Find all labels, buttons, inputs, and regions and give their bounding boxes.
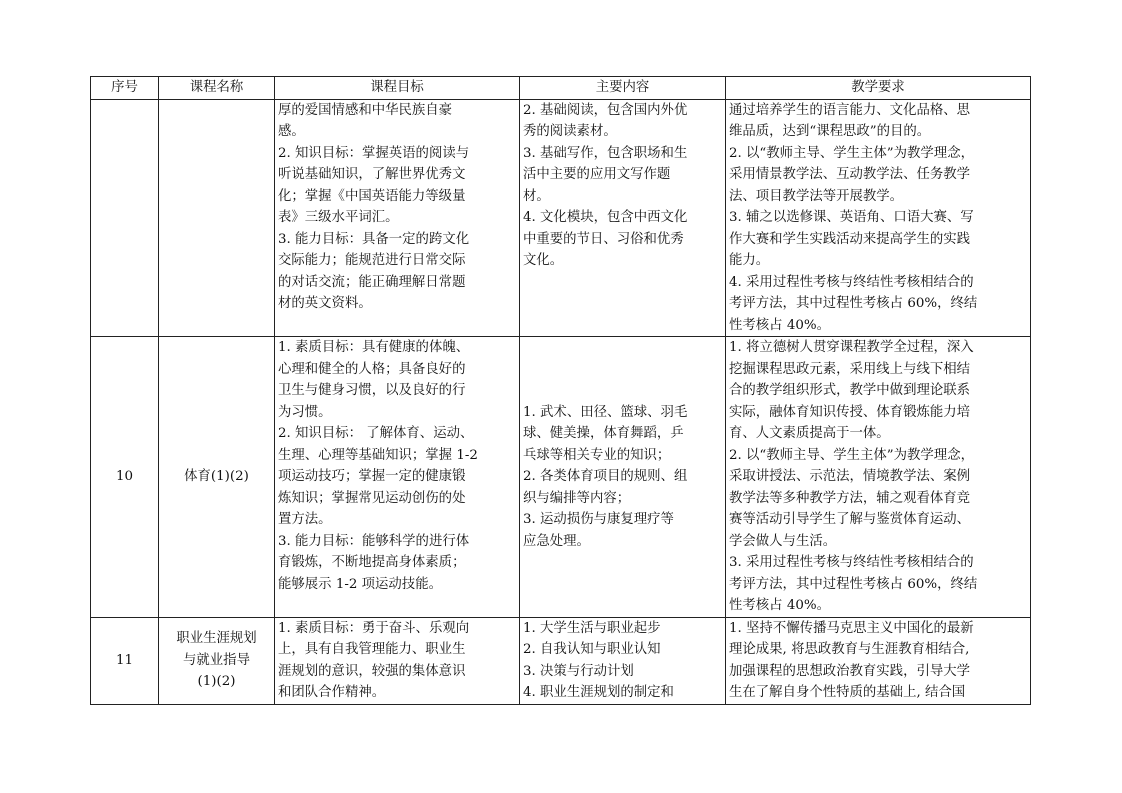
cell-text-line: 的对话交流；能正确理解日常题 bbox=[278, 274, 466, 290]
cell-text-line: 为习惯。 bbox=[278, 404, 332, 420]
cell-text-line: 作大赛和学生实践活动来提高学生的实践 bbox=[729, 231, 971, 247]
teaching-requirements-cell bbox=[726, 337, 1031, 618]
cell-text-line: 秀的阅读素材。 bbox=[523, 124, 617, 139]
cell-text-line: 材的英文资料。 bbox=[278, 296, 372, 311]
cell-text-line: 1. 将立德树人贯穿课程教学全过程，深入 bbox=[729, 340, 974, 355]
cell-text-line: 生在了解自身个性特质的基础上, 结合国 bbox=[729, 685, 966, 700]
course-name-line: (1)(2) bbox=[197, 674, 236, 690]
cell-text-line: 2. 以“教师主导、学生主体”为教学理念， bbox=[729, 447, 974, 463]
cell-text-line: 置方法。 bbox=[278, 512, 332, 527]
header-number: 序号 bbox=[91, 77, 159, 100]
cell-text-line: 1. 武术、田径、篮球、羽毛 bbox=[523, 404, 688, 420]
cell-text-line: 3. 基础写作，包含职场和生 bbox=[523, 145, 688, 161]
cell-text-line: 考评方法，其中过程性考核占 60%，终结 bbox=[729, 296, 978, 311]
cell-text-line: 项运动技巧；掌握一定的健康锻 bbox=[278, 469, 466, 484]
cell-text-line: 上，具有自我管理能力、职业生 bbox=[278, 642, 466, 657]
cell-text-line: 卫生与健身习惯，以及良好的行 bbox=[278, 383, 466, 398]
cell-text-line: 3. 辅之以选修课、英语角、口语大赛、写 bbox=[729, 210, 974, 225]
cell-text-line: 3. 采用过程性考核与终结性考核相结合的 bbox=[729, 555, 974, 570]
cell-text-line: 4. 采用过程性考核与终结性考核相结合的 bbox=[729, 274, 974, 290]
cell-text-line: 育锻炼，不断地提高身体素质； bbox=[278, 555, 466, 570]
course-name-cell bbox=[159, 617, 275, 704]
cell-text-line: 球、健美操，体育舞蹈，乒 bbox=[523, 426, 684, 441]
cell-text-line: 学会做人与生活。 bbox=[729, 533, 837, 549]
course-goals-cell bbox=[275, 99, 520, 337]
cell-text-line: 4. 职业生涯规划的制定和 bbox=[523, 685, 674, 700]
cell-text-line: 维品质，达到“课程思政”的目的。 bbox=[729, 124, 931, 139]
cell-text-line: 育、人文素质提高于一体。 bbox=[729, 426, 890, 441]
cell-text-line: 3. 运动损伤与康复理疗等 bbox=[523, 512, 674, 527]
main-content-cell bbox=[520, 337, 726, 618]
main-content-cell bbox=[520, 617, 726, 704]
cell-text-line: 考评方法，其中过程性考核占 60%，终结 bbox=[729, 576, 978, 592]
cell-text-line: 采用情景教学法、互动教学法、任务教学 bbox=[729, 167, 971, 182]
cell-text-line: 加强课程的思想政治教育实践，引导大学 bbox=[729, 663, 971, 679]
cell-text-line: 2. 以“教师主导、学生主体”为教学理念， bbox=[729, 145, 974, 161]
course-goals-cell bbox=[275, 617, 520, 704]
cell-text-line: 1. 大学生活与职业起步 bbox=[523, 620, 661, 636]
cell-text-line: 2. 各类体育项目的规则、组 bbox=[523, 469, 688, 484]
course-name-line: 职业生涯规划 bbox=[176, 631, 257, 647]
cell-text-line: 织与编排等内容； bbox=[523, 490, 631, 506]
cell-text-line: 能力。 bbox=[729, 253, 770, 268]
cell-text-line: 1. 坚持不懈传播马克思主义中国化的最新 bbox=[729, 620, 974, 636]
course-number-cell: 10 bbox=[91, 337, 159, 618]
cell-text-line: 赛等活动引导学生了解与鉴赏体育运动、 bbox=[729, 512, 971, 527]
header-course-name: 课程名称 bbox=[159, 77, 275, 100]
cell-text-line: 中重要的节日、习俗和优秀 bbox=[523, 231, 684, 247]
course-name-cell bbox=[159, 99, 275, 337]
cell-text-line: 听说基础知识，了解世界优秀文 bbox=[278, 167, 466, 182]
cell-text-line: 活中主要的应用文写作题 bbox=[523, 167, 671, 182]
table-row bbox=[91, 337, 1031, 618]
cell-text-line: 乓球等相关专业的知识； bbox=[523, 447, 671, 463]
course-number-cell: 11 bbox=[91, 617, 159, 704]
cell-text-line: 4. 文化模块，包含中西文化 bbox=[523, 210, 688, 225]
cell-text-line: 实际，融体育知识传授、体育锻炼能力培 bbox=[729, 404, 971, 420]
cell-text-line: 2. 知识目标：掌握英语的阅读与 bbox=[278, 145, 470, 161]
cell-text-line: 教学法等多种教学方法，辅之观看体育竞 bbox=[729, 490, 971, 506]
header-row bbox=[91, 77, 1031, 100]
cell-text-line: 交际能力；能规范进行日常交际 bbox=[278, 253, 466, 268]
cell-text-line: 化；掌握《中国英语能力等级量 bbox=[278, 188, 466, 204]
cell-text-line: 合的教学组织形式，教学中做到理论联系 bbox=[729, 383, 971, 398]
cell-text-line: 能够展示 1-2 项运动技能。 bbox=[278, 576, 442, 592]
teaching-requirements-cell bbox=[726, 617, 1031, 704]
cell-text-line: 材。 bbox=[523, 188, 550, 204]
cell-text-line: 1. 素质目标：勇于奋斗、乐观向 bbox=[278, 620, 470, 636]
cell-text-line: 法、项目教学法等开展教学。 bbox=[729, 188, 904, 204]
cell-text-line: 性考核占 40%。 bbox=[729, 317, 830, 333]
table-row bbox=[91, 99, 1031, 337]
cell-text-line: 3. 能力目标：具备一定的跨文化 bbox=[278, 231, 470, 247]
header-main-content: 主要内容 bbox=[520, 77, 726, 100]
course-name-line: 与就业指导 bbox=[183, 652, 250, 668]
cell-text-line: 1. 素质目标：具有健康的体魄、 bbox=[278, 340, 470, 355]
cell-text-line: 生理、心理等基础知识；掌握 1-2 bbox=[278, 447, 478, 463]
course-name-line: 体育(1)(2) bbox=[184, 469, 249, 484]
table-body bbox=[91, 99, 1031, 704]
course-table bbox=[90, 76, 1031, 705]
cell-text-line: 3. 能力目标：能够科学的进行体 bbox=[278, 533, 470, 549]
cell-text-line: 2. 自我认知与职业认知 bbox=[523, 642, 661, 657]
cell-text-line: 性考核占 40%。 bbox=[729, 598, 830, 613]
table-row bbox=[91, 617, 1031, 704]
cell-text-line: 感。 bbox=[278, 124, 305, 139]
cell-text-line: 通过培养学生的语言能力、文化品格、思 bbox=[729, 102, 971, 118]
header-course-goals: 课程目标 bbox=[275, 77, 520, 100]
cell-text-line: 挖掘课程思政元素，采用线上与线下相结 bbox=[729, 361, 971, 377]
course-goals-cell bbox=[275, 337, 520, 618]
cell-text-line: 2. 知识目标： 了解体育、运动、 bbox=[278, 426, 474, 441]
cell-text-line: 应急处理。 bbox=[523, 533, 590, 549]
cell-text-line: 表》三级水平词汇。 bbox=[278, 210, 399, 225]
cell-text-line: 2. 基础阅读，包含国内外优 bbox=[523, 102, 688, 118]
teaching-requirements-cell bbox=[726, 99, 1031, 337]
cell-text-line: 理论成果, 将思政教育与生涯教育相结合, bbox=[729, 642, 970, 657]
course-name-cell bbox=[159, 337, 275, 618]
cell-text-line: 采取讲授法、示范法，情境教学法、案例 bbox=[729, 469, 971, 484]
cell-text-line: 厚的爱国情感和中华民族自豪 bbox=[278, 102, 453, 118]
cell-text-line: 心理和健全的人格；具备良好的 bbox=[278, 361, 466, 377]
header-teaching-requirements: 教学要求 bbox=[726, 77, 1031, 100]
cell-text-line: 炼知识；掌握常见运动创伤的处 bbox=[278, 490, 466, 506]
cell-text-line: 文化。 bbox=[523, 253, 564, 268]
cell-text-line: 和团队合作精神。 bbox=[278, 685, 386, 700]
cell-text-line: 涯规划的意识，较强的集体意识 bbox=[278, 663, 466, 679]
course-number-cell bbox=[91, 99, 159, 337]
cell-text-line: 3. 决策与行动计划 bbox=[523, 663, 634, 679]
main-content-cell bbox=[520, 99, 726, 337]
